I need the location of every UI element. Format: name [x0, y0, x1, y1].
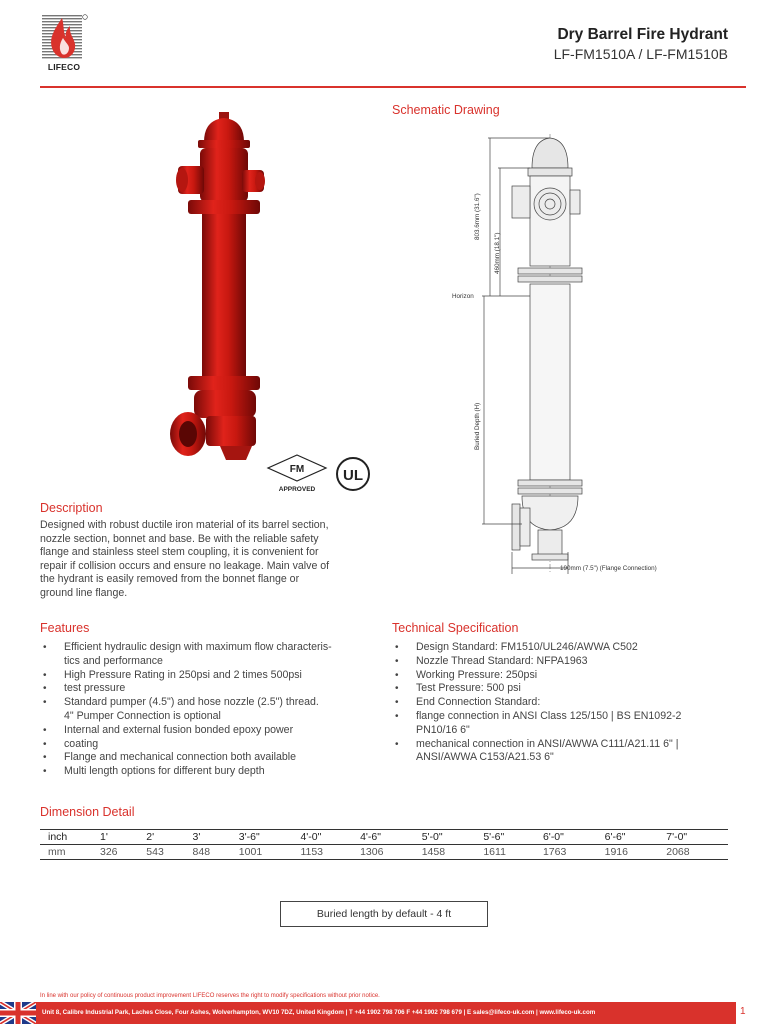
table-cell: 1916: [605, 845, 667, 860]
spec-item: • Test Pressure: 500 psi: [392, 682, 732, 696]
feature-item: • Multi length options for different bury depth: [40, 765, 380, 779]
spec-item-continued: PN10/16 6": [416, 723, 470, 736]
feature-item: • Flange and mechanical connection both available: [40, 751, 380, 765]
footer-contact: Unit 8, Calibre Industrial Park, Laches Close, Four Ashes, Wolverhampton, WV10 7DZ, United Kingdom | T +44 1902 798 706 F +44 1902 798 679 | E sales@lifeco-uk.com | www.lifeco-uk.com: [42, 1009, 596, 1016]
uk-flag-icon: [0, 1002, 36, 1024]
tech-spec-heading: Technical Specification: [392, 621, 519, 635]
table-cell: 7'-0": [666, 830, 728, 845]
table-cell: 326: [100, 845, 146, 860]
description-line: the hydrant is easily removed from the bonnet flange or: [40, 573, 300, 585]
description-line: repair if collision occurs and ensure no leakage. Main valve of: [40, 559, 330, 572]
feature-item-continued: tics and performance: [64, 654, 163, 667]
feature-item-continued: 4" Pumper Connection is optional: [64, 709, 221, 722]
fm-badge-text: FM: [289, 464, 305, 475]
table-cell: 4'-0": [300, 830, 360, 845]
table-cell: inch: [40, 830, 100, 845]
spec-item: • Design Standard: FM1510/UL246/AWWA C502: [392, 641, 732, 655]
table-cell: mm: [40, 845, 100, 860]
table-row-inch: [40, 830, 728, 845]
buried-depth-label: Buried Depth (H): [474, 402, 481, 450]
table-cell: 1001: [239, 845, 301, 860]
table-row-mm: [40, 845, 728, 860]
spec-item: • Working Pressure: 250psi: [392, 669, 732, 683]
dimension-heading: Dimension Detail: [40, 805, 135, 819]
feature-item: • Standard pumper (4.5") and hose nozzle (2.5") thread.: [40, 696, 380, 710]
table-cell: 6'-6": [605, 830, 667, 845]
feature-item: • coating: [40, 738, 380, 752]
table-cell: 2': [146, 830, 192, 845]
table-cell: 848: [193, 845, 239, 860]
buried-length-note: Buried length by default - 4 ft: [280, 901, 488, 927]
spec-item: • End Connection Standard:: [392, 696, 732, 710]
ul-badge-text: UL: [343, 467, 363, 484]
table-cell: 5'-0": [422, 830, 484, 845]
spec-item: • mechanical connection in ANSI/AWWA C111/A21.11 6" |: [392, 738, 732, 752]
table-cell: 1306: [360, 845, 422, 860]
description-line: ground line flange.: [40, 586, 128, 599]
feature-item: • test pressure: [40, 682, 380, 696]
feature-item: • Efficient hydraulic design with maximum flow characteris-: [40, 641, 380, 655]
fm-approved-badge: [266, 454, 328, 494]
flange-dimension-label: 190mm (7.5") (Flange Connection): [560, 565, 657, 572]
dimension-table: [40, 829, 728, 860]
table-cell: 1': [100, 830, 146, 845]
table-cell: 3'-6": [239, 830, 301, 845]
table-cell: 4'-6": [360, 830, 422, 845]
table-cell: 1763: [543, 845, 605, 860]
hydrant-photo: [160, 112, 290, 462]
horizon-label: Horizon: [452, 293, 474, 300]
spec-item: • Nozzle Thread Standard: NFPA1963: [392, 655, 732, 669]
table-cell: 1153: [300, 845, 360, 860]
spec-item: • flange connection in ANSI Class 125/150 | BS EN1092-2: [392, 710, 732, 724]
table-cell: 5'-6": [483, 830, 543, 845]
table-cell: 1458: [422, 845, 484, 860]
ul-listed-badge: [332, 456, 374, 492]
schematic-drawing: [452, 128, 712, 580]
dim-upper-height: 460mm (18.1"): [494, 232, 501, 274]
features-list: [40, 641, 380, 779]
description-heading: Description: [40, 501, 103, 515]
table-cell: 6'-0": [543, 830, 605, 845]
model-number: LF-FM1510A / LF-FM1510B: [553, 46, 728, 62]
features-heading: Features: [40, 621, 90, 635]
description-text: [40, 519, 376, 600]
schematic-svg: [452, 128, 712, 580]
feature-item: • Internal and external fusion bonded epoxy power: [40, 724, 380, 738]
footer-disclaimer: In line with our policy of continuous product improvement LIFECO reserves the right to modify specifications without prior notice.: [40, 993, 380, 999]
description-line: nozzle section, bonnet and base. Be with the reliable safety: [40, 532, 319, 545]
table-cell: 2068: [666, 845, 728, 860]
tech-spec-list: [392, 641, 732, 765]
document-title-block: [554, 26, 728, 62]
document-title: Dry Barrel Fire Hydrant: [557, 26, 728, 43]
schematic-heading: Schematic Drawing: [392, 103, 500, 117]
fm-approved-text: APPROVED: [278, 486, 316, 493]
description-line: Designed with robust ductile iron material of its barrel section,: [40, 519, 329, 531]
spec-item-continued: ANSI/AWWA C153/A21.53 6": [416, 751, 554, 764]
table-cell: 1611: [483, 845, 543, 860]
page-number: 1: [740, 1006, 746, 1017]
description-line: flange and stainless steel stem coupling, it is convenient for: [40, 546, 319, 558]
header-divider: [40, 86, 746, 88]
feature-item: • High Pressure Rating in 250psi and 2 times 500psi: [40, 669, 380, 683]
logo-wordmark: LIFECO: [47, 62, 81, 72]
table-cell: 543: [146, 845, 192, 860]
dim-total-height: 803.6mm (31.6"): [474, 193, 481, 240]
table-cell: 3': [193, 830, 239, 845]
